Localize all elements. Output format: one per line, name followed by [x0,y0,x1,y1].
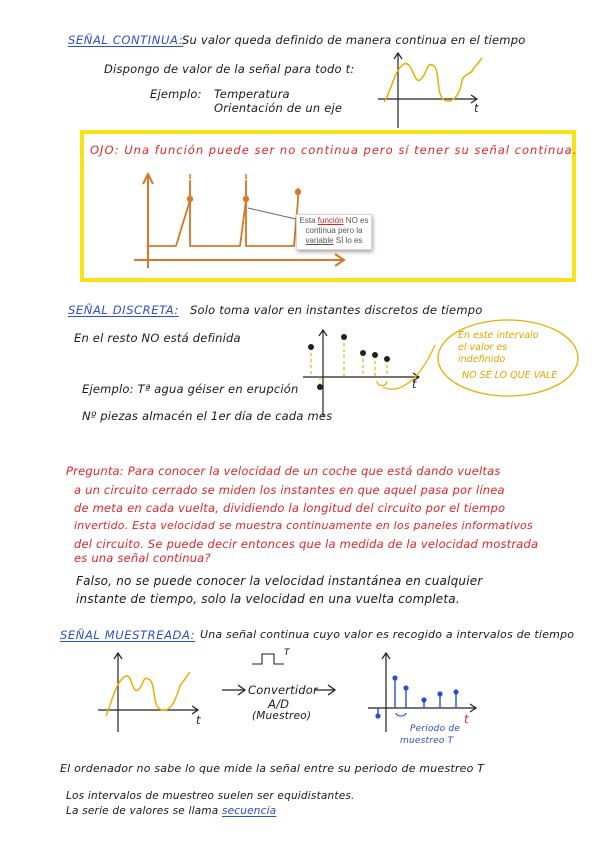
pregunta-line-4: invertido. Esta velocidad se muestra continuamente en los paneles informativos [74,519,533,532]
pregunta-line-2: a un circuito cerrado se miden los instantes en que aquel pasa por línea [74,483,505,497]
discreta-line1: En el resto NO está definida [74,331,241,345]
discreta-point-6 [384,356,390,362]
muestreada-sample-2-dot [392,675,397,680]
muestreada-input-graph [92,650,212,735]
ojo-note [296,214,372,250]
muestreada-period-brace [396,713,406,716]
pregunta-answer-2: instante de tiempo, solo la velocidad en una vuelta completa. [76,592,460,606]
muestreada-clock-label: T [284,648,290,658]
footer-line-3 [66,805,276,817]
continua-definition: Su valor queda definido de manera continua en el tiempo [182,33,526,47]
pregunta-line-6: es una señal continua? [74,551,211,565]
muestreada-definition: Una señal continua cuyo valor es recogido a intervalos de tiempo [200,628,575,641]
ojo-point-1 [187,196,193,202]
muestreada-sample-1-dot [375,713,380,718]
discreta-pointer [383,345,435,389]
discreta-example-1: Ejemplo: Tª agua géiser en erupción [82,382,299,396]
discreta-bubble-line4: NO SÉ LO QUE VALE [462,370,558,381]
discreta-bubble-line1: En este intervalo [458,330,539,341]
discreta-point-2 [317,384,323,390]
continua-example-label: Ejemplo: [150,87,202,101]
discreta-point-5 [372,352,378,358]
ojo-note-part2: NO es continua pero la [305,216,369,235]
discreta-point-4 [360,350,366,356]
muestreada-sample-3-dot [403,685,408,690]
muestreada-sample-5-dot [437,691,442,696]
muestreada-period-2: muestreo T [400,736,454,746]
discreta-point-3 [341,334,347,340]
discreta-interval-brace [377,381,387,386]
continua-signal [384,58,482,102]
muestreada-converter-1: Convertidor [248,683,318,697]
pregunta-line-3: de meta en cada vuelta, dividiendo la longitud del circuito por el tiempo [74,501,506,515]
muestreada-converter-2: A/D [268,697,290,711]
discreta-graph [295,325,435,425]
muestreada-converter-3: (Muestreo) [252,710,312,722]
muestreada-clock-icon [252,654,284,664]
discreta-bubble-line3: indefinido [458,354,506,365]
pregunta-answer-1: Falso, no se puede conocer la velocidad instantánea en cualquier [76,574,483,588]
discreta-bubble-line2: el valor es [458,342,508,353]
continua-line1: Dispongo de valor de la señal para todo t: [104,62,355,76]
continua-graph [370,50,500,132]
ojo-point-3 [295,189,301,195]
continua-t-label: t [474,101,479,115]
discreta-heading: SEÑAL DISCRETA: [68,303,179,317]
discreta-definition: Solo toma valor en instantes discretos de tiempo [190,303,483,317]
continua-example-2: Orientación de un eje [214,101,343,115]
discreta-example-2: Nº piezas almacén el 1er día de cada mes [82,409,333,423]
muestreada-period-1: Periodo de [410,724,461,734]
discreta-point-1 [308,344,314,350]
ojo-pointer-line [248,208,300,220]
muestreada-output-t-label: t [464,712,469,726]
ojo-point-2 [243,196,249,202]
footer-keyword-secuencia: secuencia [221,805,277,817]
footer-line-3-prefix: La serie de valores se llama [66,805,222,817]
pregunta-line-1: Pregunta: Para conocer la velocidad de un coche que está dando vueltas [66,464,501,478]
discreta-t-label: t [412,377,417,391]
footer-line-2: Los intervalos de muestreo suelen ser equidistantes. [66,790,355,802]
continua-heading: SEÑAL CONTINUA: [68,33,184,47]
ojo-note-part1: Esta [299,216,318,225]
pregunta-line-5: del circuito. Se puede decir entonces que la medida de la velocidad mostrada [74,537,539,551]
ojo-text: OJO: Una función puede ser no continua pero sí tener su señal continua. [90,143,578,157]
footer-line-1: El ordenador no sabe lo que mide la señal entre su periodo de muestreo T [60,762,485,775]
ojo-note-part3: SÍ lo es [333,236,363,245]
ojo-signal [148,180,298,246]
muestreada-input-t-label: t [196,713,201,727]
muestreada-sample-6-dot [453,689,458,694]
muestreada-sample-4-dot [421,697,426,702]
continua-example-1: Temperatura [214,87,290,101]
ojo-note-keyword-variable: variable [305,236,334,245]
muestreada-heading: SEÑAL MUESTREADA: [60,628,196,642]
ojo-note-keyword-funcion: función [317,216,344,225]
